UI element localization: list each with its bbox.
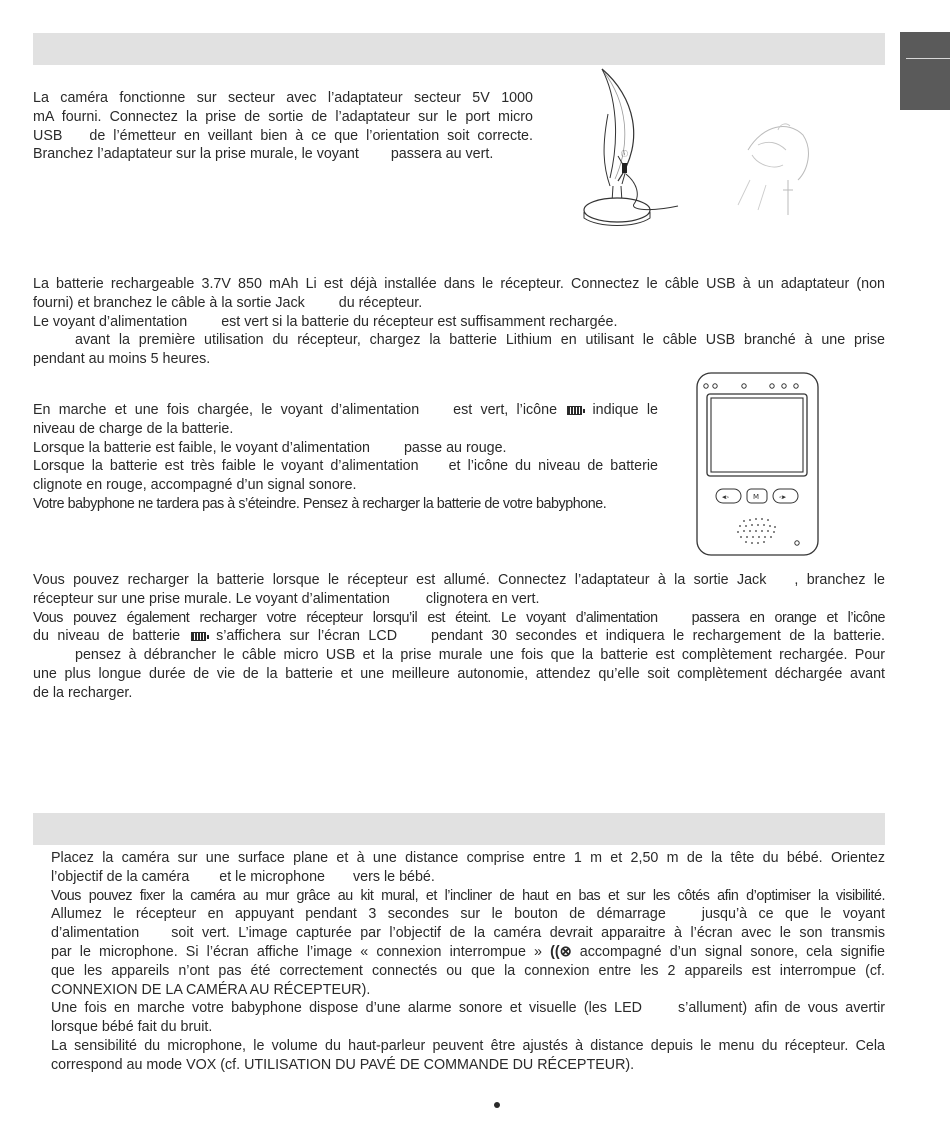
text-line: pensez à débrancher le câble micro USB et la prise murale une fois que la batterie est complètement rechargée. Pour <box>75 647 885 664</box>
text-line: fourni) et branchez le câble à la sortie Jack du récepteur. <box>33 294 423 311</box>
text-line: Votre babyphone ne tardera pas à s’éteindre. Pensez à recharger la batterie de votre babyphone. <box>33 495 607 512</box>
text-line: CONNEXION DE LA CAMÉRA AU RÉCEPTEUR). <box>51 981 371 998</box>
text-line: clignote en rouge, accompagné d’un signal sonore. <box>33 477 357 494</box>
text-line: En marche et une fois chargée, le voyant d’alimentation est vert, l’icône indique le <box>33 402 658 418</box>
charging-paragraph <box>33 571 885 703</box>
text-line: d’alimentation soit vert. L’image capturée par l’objectif de la caméra devrait apparaitre à l’écran avec le son transmis <box>51 925 885 942</box>
text-line: Une fois en marche votre babyphone dispose d’une alarme sonore et visuelle (les LED s’allument) afin de vous avertir <box>51 1000 886 1017</box>
chapter-tab <box>900 32 950 110</box>
camera-power-paragraph <box>33 89 533 164</box>
text-line: Placez la caméra sur une surface plane et à une distance comprise entre 1 m et 2,50 m de la tête du bébé. Orientez <box>51 850 885 866</box>
text-line: La batterie rechargeable 3.7V 850 mAh Li est déjà installée dans le récepteur. Connectez le câble USB à un adaptateur (non <box>33 276 885 292</box>
svg-text:ⓘ: ⓘ <box>621 150 628 158</box>
text-line: Vous pouvez recharger la batterie lorsque le récepteur est allumé. Connectez l’adaptateur à la sortie Jack , branchez le <box>33 572 885 588</box>
svg-text:◂▹: ◂▹ <box>722 493 730 501</box>
text-line: Branchez l’adaptateur sur la prise murale, le voyant passera au vert. <box>33 146 494 163</box>
installation-paragraph <box>51 849 885 1075</box>
text-line: du niveau de batterie s’affichera sur l’écran LCD pendant 30 secondes et indiquera le rechargement de la batterie. <box>33 628 885 645</box>
text-line: Allumez le récepteur en appuyant pendant 3 secondes sur le bouton de démarrage jusqu’à ce que le voyant <box>51 906 885 923</box>
receiver-illustration <box>696 372 820 557</box>
text-line: par le microphone. Si l’écran affiche l’image « connexion interrompue » ((⊗ accompagné d’un signal sonore, cela signifie <box>51 943 885 960</box>
text-line: une plus longue durée de vie de la batterie et une meilleure autonomie, attendez qu’elle soit complètement déchargée avant <box>33 665 885 682</box>
text-line: Vous pouvez également recharger votre récepteur lorsqu’il est éteint. Le voyant d’alimentation passera en orange et l’icône <box>33 609 885 626</box>
page-bullet <box>494 1102 500 1108</box>
text-line: La caméra fonctionne sur secteur avec l’adaptateur secteur 5V 1000 <box>33 90 533 106</box>
text-line: Lorsque la batterie est très faible le voyant d’alimentation et l’icône du niveau de batterie <box>33 458 658 475</box>
svg-text:M: M <box>753 493 760 501</box>
text-line: de la recharger. <box>33 684 133 701</box>
text-line: niveau de charge de la batterie. <box>33 420 234 437</box>
text-line: lorsque bébé fait du bruit. <box>51 1019 213 1036</box>
text-line: l’objectif de la caméra et le microphone vers le bébé. <box>51 868 435 885</box>
section-header-bar-bottom <box>33 813 885 845</box>
text-line: La sensibilité du microphone, le volume du haut-parleur peuvent être ajustés à distance depuis le menu du récepteur. Cela <box>51 1037 885 1054</box>
battery-intro-paragraph <box>33 275 885 369</box>
text-line: avant la première utilisation du récepteur, chargez la batterie Lithium en utilisant le câble USB branché à une prise <box>75 332 885 349</box>
text-line: correspond au mode VOX (cf. UTILISATION DU PAVÉ DE COMMANDE DU RÉCEPTEUR). <box>51 1056 635 1073</box>
section-header-bar-top <box>33 33 885 65</box>
text-line: que les appareils n’ont pas été correctement connectés ou que la connexion entre les 2 appareils est interrompue (cf. <box>51 962 885 979</box>
text-line: Lorsque la batterie est faible, le voyant d’alimentation passe au rouge. <box>33 439 507 456</box>
text-line: Le voyant d’alimentation est vert si la batterie du récepteur est suffisamment rechargée. <box>33 313 618 330</box>
hand-plug-illustration <box>728 110 828 220</box>
text-line: pendant au moins 5 heures. <box>33 351 211 368</box>
text-line: USB de l’émetteur en veillant bien à ce que l’orientation soit correcte. <box>33 127 533 144</box>
camera-illustration <box>568 66 698 234</box>
battery-full-icon <box>191 632 206 641</box>
text-line: récepteur sur une prise murale. Le voyant d’alimentation clignotera en vert. <box>33 590 540 607</box>
text-line: Vous pouvez fixer la caméra au mur grâce au kit mural, et l’incliner de haut en bas et sur les côtés afin d’optimiser la visibilité. <box>51 887 885 904</box>
battery-level-paragraph <box>33 401 658 514</box>
connection-interrupted-icon: ((⊗ <box>550 943 572 960</box>
svg-text:◃▸: ◃▸ <box>779 493 787 501</box>
text-line: mA fourni. Connectez la prise de sortie de l’adaptateur sur le port micro <box>33 108 533 125</box>
battery-full-icon <box>567 406 582 415</box>
